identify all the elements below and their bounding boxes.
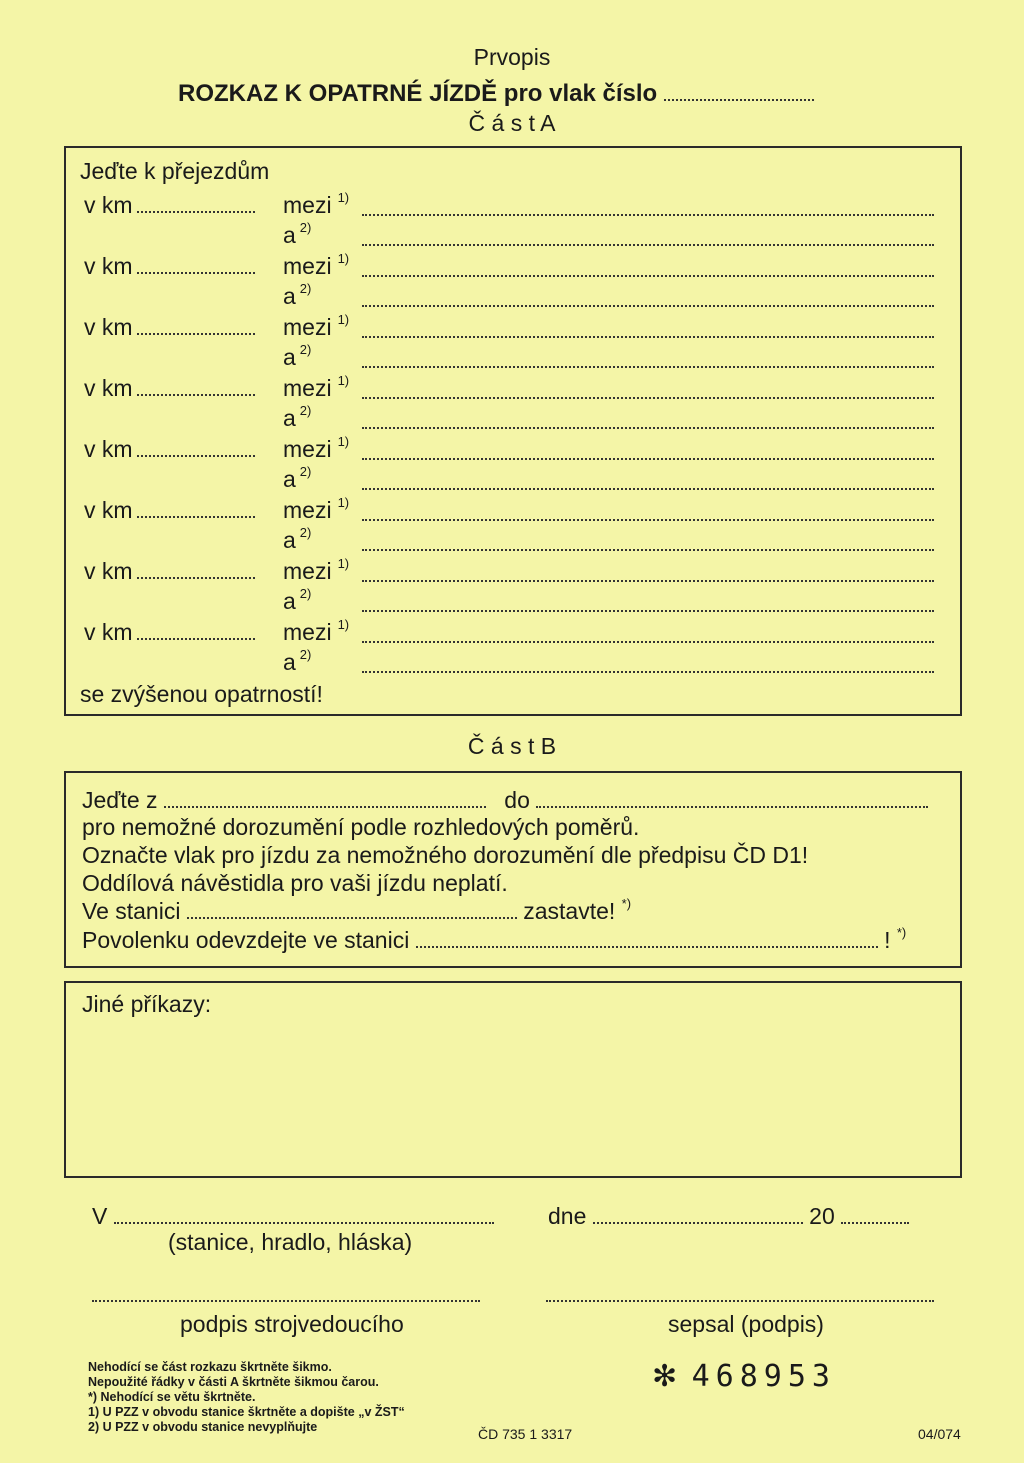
driver-signature-field[interactable]	[92, 1300, 480, 1302]
part-b-permit-row	[82, 927, 906, 954]
and-row	[283, 344, 311, 371]
between-row	[283, 314, 349, 341]
issuer-signature-caption: sepsal (podpis)	[668, 1311, 824, 1337]
stop-suffix: zastavte!	[523, 898, 616, 924]
and-row	[283, 405, 311, 432]
and-label: a	[283, 649, 296, 675]
footnote-mark-1: 1)	[337, 617, 350, 632]
serial-star-icon: ✻	[652, 1360, 678, 1393]
between-label: mezi	[283, 314, 332, 340]
place-label: V	[92, 1203, 108, 1229]
between-field[interactable]	[362, 458, 934, 460]
footnote-mark-1: 1)	[337, 495, 350, 510]
and-field[interactable]	[362, 671, 934, 673]
and-row	[283, 466, 311, 493]
and-label: a	[283, 405, 296, 431]
place-field[interactable]	[114, 1222, 494, 1224]
km-field[interactable]	[137, 394, 255, 396]
and-label: a	[283, 222, 296, 248]
edition-code: 04/074	[918, 1426, 961, 1442]
year-field[interactable]	[841, 1222, 909, 1224]
driver-signature-caption: podpis strojvedoucího	[180, 1311, 404, 1337]
and-row	[283, 222, 311, 249]
date-row	[548, 1203, 909, 1230]
between-label: mezi	[283, 375, 332, 401]
and-row	[283, 527, 311, 554]
footnote-mark-2: 2)	[299, 220, 312, 235]
between-label: mezi	[283, 558, 332, 584]
and-label: a	[283, 466, 296, 492]
stop-station-field[interactable]	[187, 917, 517, 919]
part-b-line4: Oddílová návěstidla pro vaši jízdu neplatí.	[82, 870, 508, 896]
km-field[interactable]	[137, 272, 255, 274]
part-a-heading: Č á s t A	[468, 110, 556, 136]
km-label: v km	[84, 619, 133, 645]
between-field[interactable]	[362, 275, 934, 277]
footnotes	[88, 1360, 405, 1435]
km-label: v km	[84, 253, 133, 279]
km-field[interactable]	[137, 333, 255, 335]
part-b-from-row	[82, 787, 928, 814]
from-field[interactable]	[164, 806, 486, 808]
footnote-mark-1: 1)	[337, 251, 350, 266]
between-field[interactable]	[362, 397, 934, 399]
km-row	[84, 253, 255, 280]
date-label: dne	[548, 1203, 587, 1229]
form-code: ČD 735 1 3317	[478, 1426, 573, 1442]
and-field[interactable]	[362, 488, 934, 490]
stop-footnote-mark: *)	[621, 896, 632, 911]
km-row	[84, 192, 255, 219]
and-label: a	[283, 283, 296, 309]
footnote-1: Nehodící se část rozkazu škrtněte šikmo.	[88, 1360, 332, 1374]
form-title	[178, 80, 814, 108]
stop-label: Ve stanici	[82, 898, 181, 924]
km-label: v km	[84, 436, 133, 462]
and-row	[283, 283, 311, 310]
and-field[interactable]	[362, 549, 934, 551]
km-row	[84, 314, 255, 341]
footnote-mark-1: 1)	[337, 373, 350, 388]
to-field[interactable]	[536, 806, 928, 808]
between-row	[283, 497, 349, 524]
and-label: a	[283, 588, 296, 614]
part-b-stop-row	[82, 898, 631, 925]
and-field[interactable]	[362, 366, 934, 368]
part-b-heading: Č á s t B	[467, 733, 557, 759]
between-row	[283, 375, 349, 402]
km-field[interactable]	[137, 638, 255, 640]
date-field[interactable]	[593, 1222, 803, 1224]
km-label: v km	[84, 314, 133, 340]
from-label: Jeďte z	[82, 787, 158, 813]
between-label: mezi	[283, 497, 332, 523]
between-field[interactable]	[362, 641, 934, 643]
permit-footnote-mark: *)	[896, 925, 907, 940]
permit-label: Povolenku odevzdejte ve stanici	[82, 927, 410, 953]
permit-suffix: !	[884, 927, 891, 953]
between-field[interactable]	[362, 519, 934, 521]
part-b-line3: Označte vlak pro jízdu za nemožného dorozumění dle předpisu ČD D1!	[82, 842, 809, 868]
place-caption: (stanice, hradlo, hláska)	[168, 1229, 413, 1255]
to-label: do	[504, 787, 530, 813]
km-field[interactable]	[137, 455, 255, 457]
between-field[interactable]	[362, 214, 934, 216]
serial-number	[652, 1359, 836, 1394]
footnote-mark-2: 2)	[299, 403, 312, 418]
km-field[interactable]	[137, 516, 255, 518]
place-row	[92, 1203, 494, 1230]
footnote-mark-2: 2)	[299, 464, 312, 479]
footnote-3: *) Nehodící se větu škrtněte.	[88, 1390, 256, 1404]
between-row	[283, 253, 349, 280]
and-label: a	[283, 344, 296, 370]
year-prefix: 20	[809, 1203, 835, 1229]
part-b-line2: pro nemožné dorozumění podle rozhledových poměrů.	[82, 814, 640, 840]
part-a-intro: Jeďte k přejezdům	[80, 158, 270, 184]
between-label: mezi	[283, 619, 332, 645]
and-row	[283, 649, 311, 676]
footnote-mark-1: 1)	[337, 556, 350, 571]
footnote-mark-1: 1)	[337, 434, 350, 449]
footnote-4: 1) U PZZ v obvodu stanice škrtněte a dopište „v ŽST“	[88, 1405, 405, 1419]
issuer-signature-field[interactable]	[546, 1300, 934, 1302]
footnote-mark-2: 2)	[299, 342, 312, 357]
footnote-mark-2: 2)	[299, 525, 312, 540]
km-row	[84, 558, 255, 585]
form-title-text: ROZKAZ K OPATRNÉ JÍZDĚ pro vlak číslo	[178, 80, 658, 107]
between-field[interactable]	[362, 580, 934, 582]
and-row	[283, 588, 311, 615]
km-label: v km	[84, 558, 133, 584]
km-field[interactable]	[137, 577, 255, 579]
between-field[interactable]	[362, 336, 934, 338]
copy-label: Prvopis	[473, 44, 551, 70]
train-number-field[interactable]	[664, 99, 814, 101]
footnote-5: 2) U PZZ v obvodu stanice nevyplňujte	[88, 1420, 318, 1434]
between-label: mezi	[283, 253, 332, 279]
km-row	[84, 619, 255, 646]
and-field[interactable]	[362, 244, 934, 246]
serial-number-value: 468953	[691, 1359, 836, 1394]
footnote-mark-1: 1)	[337, 312, 350, 327]
other-orders-label: Jiné příkazy:	[82, 991, 212, 1017]
and-label: a	[283, 527, 296, 553]
between-row	[283, 619, 349, 646]
footnote-mark-2: 2)	[299, 281, 312, 296]
between-row	[283, 192, 349, 219]
km-label: v km	[84, 375, 133, 401]
permit-station-field[interactable]	[416, 946, 878, 948]
footnote-2: Nepoužité řádky v části A škrtněte šikmou čarou.	[88, 1375, 379, 1389]
km-row	[84, 436, 255, 463]
km-row	[84, 497, 255, 524]
between-row	[283, 436, 349, 463]
km-label: v km	[84, 497, 133, 523]
footnote-mark-1: 1)	[337, 190, 350, 205]
between-row	[283, 558, 349, 585]
km-label: v km	[84, 192, 133, 218]
part-a-closing: se zvýšenou opatrností!	[80, 681, 323, 707]
and-field[interactable]	[362, 610, 934, 612]
footnote-mark-2: 2)	[299, 586, 312, 601]
km-row	[84, 375, 255, 402]
km-field[interactable]	[137, 211, 255, 213]
and-field[interactable]	[362, 305, 934, 307]
footnote-mark-2: 2)	[299, 647, 312, 662]
between-label: mezi	[283, 436, 332, 462]
and-field[interactable]	[362, 427, 934, 429]
between-label: mezi	[283, 192, 332, 218]
